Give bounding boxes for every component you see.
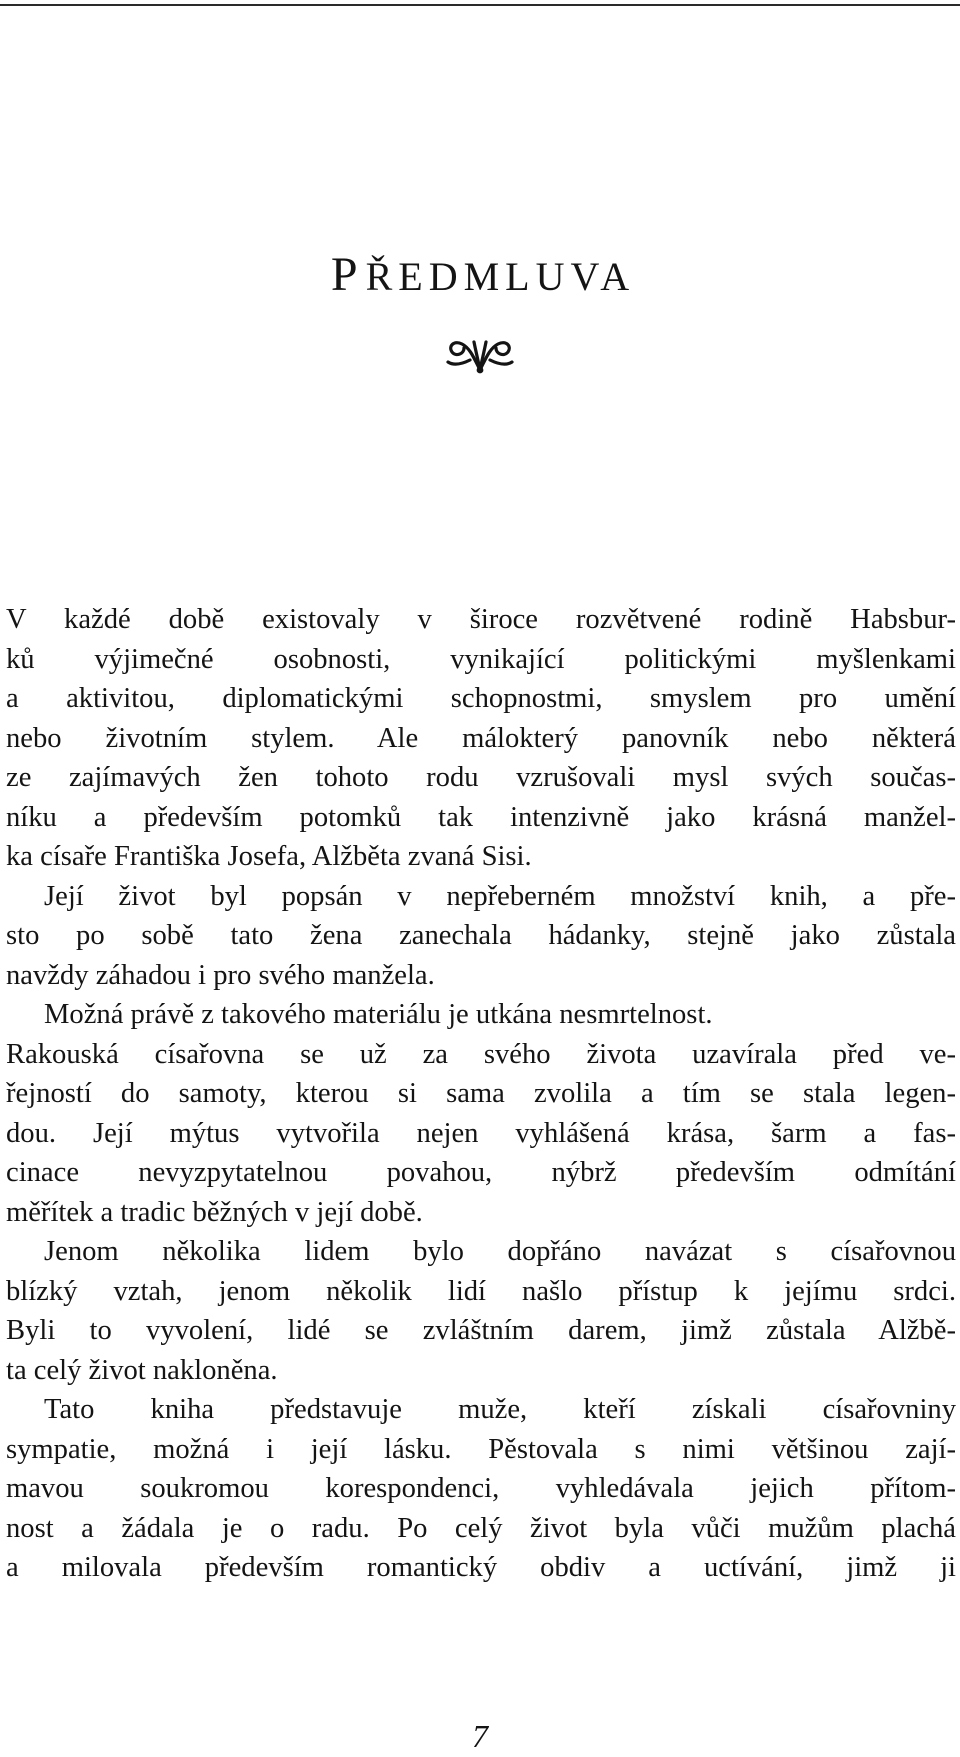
text-line: navždy záhadou i pro svého manžela.	[6, 959, 435, 991]
text-line: níku a především potomků tak intenzivně jako krásná manžel-	[6, 801, 956, 833]
text-line: Její život byl popsán v nepřeberném množství knih, a pře-	[44, 880, 956, 912]
text-line: ze zajímavých žen tohoto rodu vzrušovali mysl svých součas-	[6, 762, 956, 793]
text-line: Tato kniha představuje muže, kteří získali císařovniny	[44, 1394, 956, 1425]
text-line: Byli to vyvolení, lidé se zvláštním darem, jimž zůstala Alžbě-	[6, 1315, 956, 1346]
text-line: ků výjimečné osobnosti, vynikající politickými myšlenkami	[6, 643, 956, 675]
heading-initial: P	[330, 248, 366, 301]
text-line: a milovala především romantický obdiv a uctívání, jimž ji	[6, 1552, 956, 1583]
top-rule	[0, 4, 960, 6]
fleuron-icon-svg	[440, 330, 520, 380]
text-line: nebo životním stylem. Ale málokterý panovník nebo některá	[6, 722, 956, 754]
preface-body	[6, 600, 956, 1588]
text-line: sympatie, možná i její lásku. Pěstovala s nimi většinou zají-	[6, 1433, 956, 1465]
text-line: V každé době existovaly v široce rozvětvené rodině Habsbur-	[6, 604, 956, 635]
text-line: blízký vztah, jenom několik lidí našlo přístup k jejímu srdci.	[6, 1275, 956, 1307]
text-line: nost a žádala je o radu. Po celý život byla vůči mužům plachá	[6, 1512, 956, 1544]
text-line: mavou soukromou korespondenci, vyhledávala jejich přítom-	[6, 1473, 956, 1504]
text-line: dou. Její mýtus vytvořila nejen vyhlášená krása, šarm a fas-	[6, 1117, 956, 1149]
text-line: ka císaře Františka Josefa, Alžběta zvaná Sisi.	[6, 841, 532, 872]
text-line: ta celý život nakloněna.	[6, 1354, 278, 1386]
text-line: sto po sobě tato žena zanechala hádanky, stejně jako zůstala	[6, 920, 956, 951]
chapter-heading	[0, 250, 960, 302]
text-line: řejností do samoty, kterou si sama zvolila a tím se stala legen-	[6, 1078, 956, 1109]
fleuron-icon	[0, 330, 960, 380]
text-line: Jenom několika lidem bylo dopřáno navázat s císařovnou	[44, 1236, 956, 1267]
heading-rest: ŘEDMLUVA	[365, 254, 636, 299]
text-line: měřítek a tradic běžných v její době.	[6, 1196, 423, 1228]
text-line: Rakouská císařovna se už za svého života uzavírala před ve-	[6, 1038, 956, 1070]
text-line: cinace nevyzpytatelnou povahou, nýbrž především odmítání	[6, 1157, 956, 1188]
text-line: a aktivitou, diplomatickými schopnostmi, smyslem pro umění	[6, 683, 956, 714]
page-number: 7	[472, 1718, 488, 1754]
text-line: Možná právě z takového materiálu je utkána nesmrtelnost.	[44, 999, 713, 1030]
